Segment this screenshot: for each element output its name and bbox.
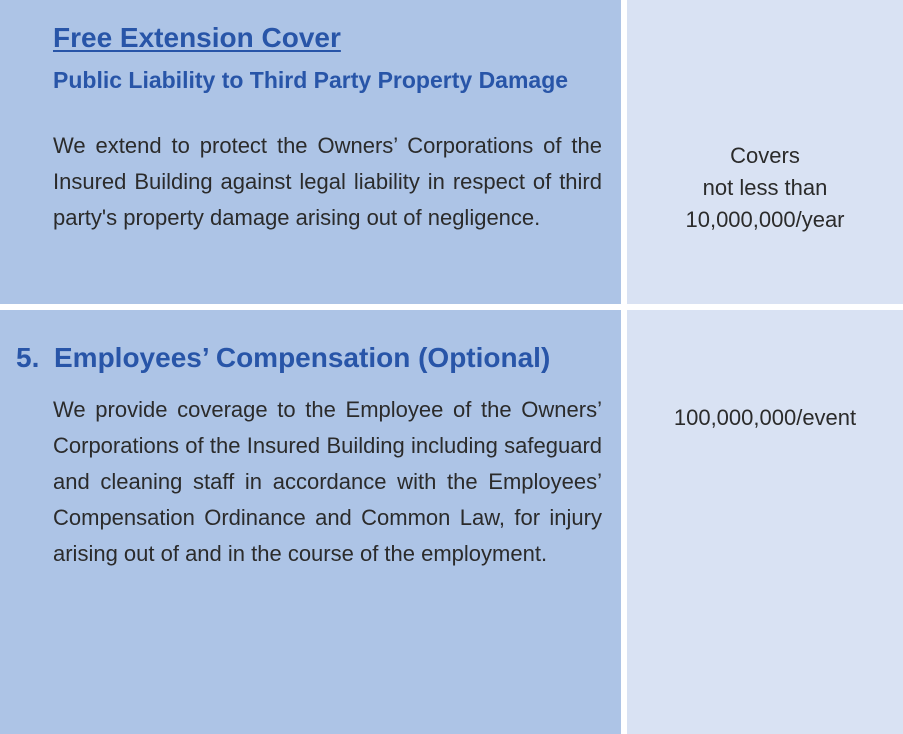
employees-compensation-limit-cell: [627, 310, 903, 734]
section-title: Employees’ Compensation (Optional): [54, 342, 551, 373]
section-number: 5.: [16, 342, 40, 373]
employees-compensation-description: We provide coverage to the Employee of the Owners’ Corporations of the Insured Building including safeguard and cleaning staff in accordance with the Employees’ Compensation Ordinance and Common Law, for injury arising out of and in the course of the employment.: [53, 397, 602, 566]
extension-limit-line-1: Covers: [730, 143, 800, 168]
employees-compensation-cell: [0, 310, 621, 734]
extension-cover-cell: [0, 0, 621, 304]
extension-limit-line-2: not less than: [702, 175, 828, 200]
extension-cover-limit-cell: [627, 0, 903, 304]
extension-limit-line-3: 10,000,000/year: [685, 207, 845, 232]
extension-cover-limit: [627, 140, 903, 236]
extension-cover-subtitle: Public Liability to Third Party Property Damage: [53, 67, 569, 93]
employees-compensation-limit: 100,000,000/event: [673, 405, 857, 430]
section-heading: [16, 342, 550, 374]
extension-cover-title: Free Extension Cover: [53, 22, 341, 53]
extension-cover-description: We extend to protect the Owners’ Corporations of the Insured Building against legal liability in respect of third party's property damage arising out of negligence.: [53, 133, 602, 230]
